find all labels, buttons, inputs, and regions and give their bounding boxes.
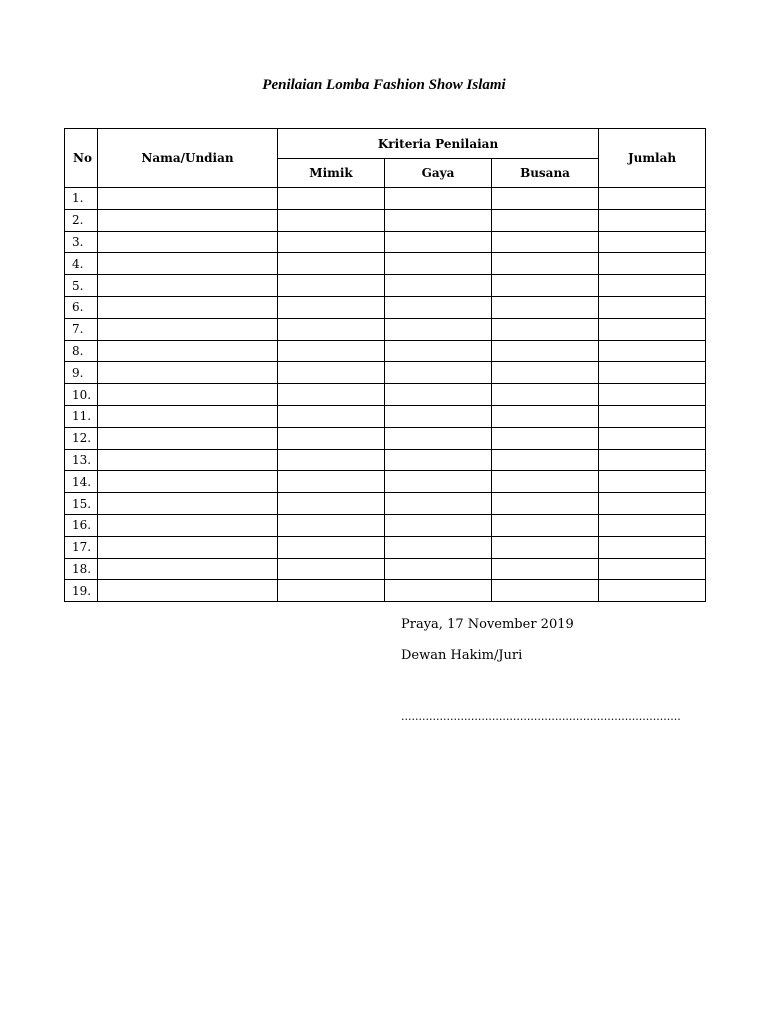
cell-nama[interactable] xyxy=(98,253,278,275)
table-row xyxy=(65,449,706,471)
cell-jumlah[interactable] xyxy=(599,536,706,558)
cell-nama[interactable] xyxy=(98,231,278,253)
cell-mimik[interactable] xyxy=(278,449,385,471)
cell-busana[interactable] xyxy=(492,514,599,536)
cell-busana[interactable] xyxy=(492,427,599,449)
cell-nama[interactable] xyxy=(98,514,278,536)
row-number: 15. xyxy=(65,493,98,515)
cell-busana[interactable] xyxy=(492,558,599,580)
cell-gaya[interactable] xyxy=(385,384,492,406)
cell-nama[interactable] xyxy=(98,493,278,515)
cell-nama[interactable] xyxy=(98,362,278,384)
cell-gaya[interactable] xyxy=(385,536,492,558)
cell-mimik[interactable] xyxy=(278,188,385,210)
header-jumlah: Jumlah xyxy=(599,129,706,188)
cell-busana[interactable] xyxy=(492,449,599,471)
cell-nama[interactable] xyxy=(98,318,278,340)
cell-mimik[interactable] xyxy=(278,471,385,493)
cell-jumlah[interactable] xyxy=(599,253,706,275)
place-date: Praya, 17 November 2019 xyxy=(401,617,574,632)
table-row xyxy=(65,427,706,449)
cell-nama[interactable] xyxy=(98,384,278,406)
row-number: 1. xyxy=(65,188,98,210)
table-row xyxy=(65,514,706,536)
cell-mimik[interactable] xyxy=(278,231,385,253)
signature-line: ................................................................................ xyxy=(401,710,681,723)
cell-jumlah[interactable] xyxy=(599,514,706,536)
cell-busana[interactable] xyxy=(492,296,599,318)
cell-busana[interactable] xyxy=(492,209,599,231)
cell-jumlah[interactable] xyxy=(599,580,706,602)
cell-jumlah[interactable] xyxy=(599,275,706,297)
table-row xyxy=(65,275,706,297)
cell-jumlah[interactable] xyxy=(599,318,706,340)
cell-gaya[interactable] xyxy=(385,318,492,340)
cell-gaya[interactable] xyxy=(385,449,492,471)
cell-gaya[interactable] xyxy=(385,514,492,536)
cell-gaya[interactable] xyxy=(385,209,492,231)
score-table xyxy=(64,128,706,602)
table-row xyxy=(65,493,706,515)
cell-mimik[interactable] xyxy=(278,427,385,449)
cell-busana[interactable] xyxy=(492,384,599,406)
cell-busana[interactable] xyxy=(492,471,599,493)
row-number: 9. xyxy=(65,362,98,384)
cell-jumlah[interactable] xyxy=(599,405,706,427)
row-number: 10. xyxy=(65,384,98,406)
cell-jumlah[interactable] xyxy=(599,188,706,210)
cell-busana[interactable] xyxy=(492,275,599,297)
cell-busana[interactable] xyxy=(492,253,599,275)
cell-jumlah[interactable] xyxy=(599,493,706,515)
row-number: 6. xyxy=(65,296,98,318)
cell-nama[interactable] xyxy=(98,188,278,210)
row-number: 4. xyxy=(65,253,98,275)
header-mimik: Mimik xyxy=(278,159,385,188)
row-number: 13. xyxy=(65,449,98,471)
cell-nama[interactable] xyxy=(98,427,278,449)
cell-mimik[interactable] xyxy=(278,209,385,231)
row-number: 12. xyxy=(65,427,98,449)
cell-jumlah[interactable] xyxy=(599,427,706,449)
cell-jumlah[interactable] xyxy=(599,449,706,471)
row-number: 3. xyxy=(65,231,98,253)
cell-jumlah[interactable] xyxy=(599,362,706,384)
table-row xyxy=(65,209,706,231)
cell-gaya[interactable] xyxy=(385,405,492,427)
table-row xyxy=(65,558,706,580)
cell-nama[interactable] xyxy=(98,580,278,602)
header-nama-undian: Nama/Undian xyxy=(98,129,278,188)
cell-busana[interactable] xyxy=(492,362,599,384)
header-gaya: Gaya xyxy=(385,159,492,188)
cell-gaya[interactable] xyxy=(385,427,492,449)
table-row xyxy=(65,231,706,253)
table-row xyxy=(65,471,706,493)
cell-jumlah[interactable] xyxy=(599,384,706,406)
cell-mimik[interactable] xyxy=(278,514,385,536)
row-number: 7. xyxy=(65,318,98,340)
cell-mimik[interactable] xyxy=(278,384,385,406)
table-row xyxy=(65,384,706,406)
table-row xyxy=(65,362,706,384)
table-row xyxy=(65,580,706,602)
table-body xyxy=(65,188,706,602)
cell-gaya[interactable] xyxy=(385,296,492,318)
header-kriteria-penilaian: Kriteria Penilaian xyxy=(278,129,599,159)
cell-busana[interactable] xyxy=(492,536,599,558)
cell-gaya[interactable] xyxy=(385,340,492,362)
cell-jumlah[interactable] xyxy=(599,231,706,253)
cell-mimik[interactable] xyxy=(278,275,385,297)
cell-jumlah[interactable] xyxy=(599,471,706,493)
cell-jumlah[interactable] xyxy=(599,340,706,362)
table-row xyxy=(65,296,706,318)
row-number: 18. xyxy=(65,558,98,580)
header-no: No xyxy=(65,129,98,188)
cell-mimik[interactable] xyxy=(278,253,385,275)
table-row xyxy=(65,253,706,275)
row-number: 5. xyxy=(65,275,98,297)
cell-nama[interactable] xyxy=(98,209,278,231)
cell-mimik[interactable] xyxy=(278,558,385,580)
cell-mimik[interactable] xyxy=(278,340,385,362)
cell-gaya[interactable] xyxy=(385,362,492,384)
cell-mimik[interactable] xyxy=(278,362,385,384)
cell-gaya[interactable] xyxy=(385,580,492,602)
cell-busana[interactable] xyxy=(492,188,599,210)
row-number: 11. xyxy=(65,405,98,427)
judge-role: Dewan Hakim/Juri xyxy=(401,648,523,663)
cell-jumlah[interactable] xyxy=(599,209,706,231)
row-number: 8. xyxy=(65,340,98,362)
cell-jumlah[interactable] xyxy=(599,296,706,318)
cell-mimik[interactable] xyxy=(278,296,385,318)
cell-gaya[interactable] xyxy=(385,188,492,210)
table-row xyxy=(65,536,706,558)
table-row xyxy=(65,318,706,340)
cell-gaya[interactable] xyxy=(385,471,492,493)
cell-nama[interactable] xyxy=(98,449,278,471)
cell-busana[interactable] xyxy=(492,318,599,340)
header-busana: Busana xyxy=(492,159,599,188)
cell-jumlah[interactable] xyxy=(599,558,706,580)
row-number: 17. xyxy=(65,536,98,558)
cell-mimik[interactable] xyxy=(278,405,385,427)
cell-busana[interactable] xyxy=(492,340,599,362)
cell-nama[interactable] xyxy=(98,340,278,362)
cell-busana[interactable] xyxy=(492,580,599,602)
cell-mimik[interactable] xyxy=(278,536,385,558)
table-row xyxy=(65,188,706,210)
document-title: Penilaian Lomba Fashion Show Islami xyxy=(262,77,506,93)
table-row xyxy=(65,340,706,362)
cell-nama[interactable] xyxy=(98,471,278,493)
cell-busana[interactable] xyxy=(492,231,599,253)
cell-gaya[interactable] xyxy=(385,275,492,297)
row-number: 16. xyxy=(65,514,98,536)
cell-nama[interactable] xyxy=(98,558,278,580)
cell-nama[interactable] xyxy=(98,536,278,558)
cell-gaya[interactable] xyxy=(385,493,492,515)
row-number: 14. xyxy=(65,471,98,493)
row-number: 2. xyxy=(65,209,98,231)
cell-mimik[interactable] xyxy=(278,318,385,340)
cell-mimik[interactable] xyxy=(278,580,385,602)
cell-nama[interactable] xyxy=(98,296,278,318)
cell-gaya[interactable] xyxy=(385,231,492,253)
cell-nama[interactable] xyxy=(98,405,278,427)
cell-busana[interactable] xyxy=(492,493,599,515)
cell-busana[interactable] xyxy=(492,405,599,427)
table-row xyxy=(65,405,706,427)
cell-gaya[interactable] xyxy=(385,558,492,580)
cell-gaya[interactable] xyxy=(385,253,492,275)
cell-nama[interactable] xyxy=(98,275,278,297)
row-number: 19. xyxy=(65,580,98,602)
cell-mimik[interactable] xyxy=(278,493,385,515)
